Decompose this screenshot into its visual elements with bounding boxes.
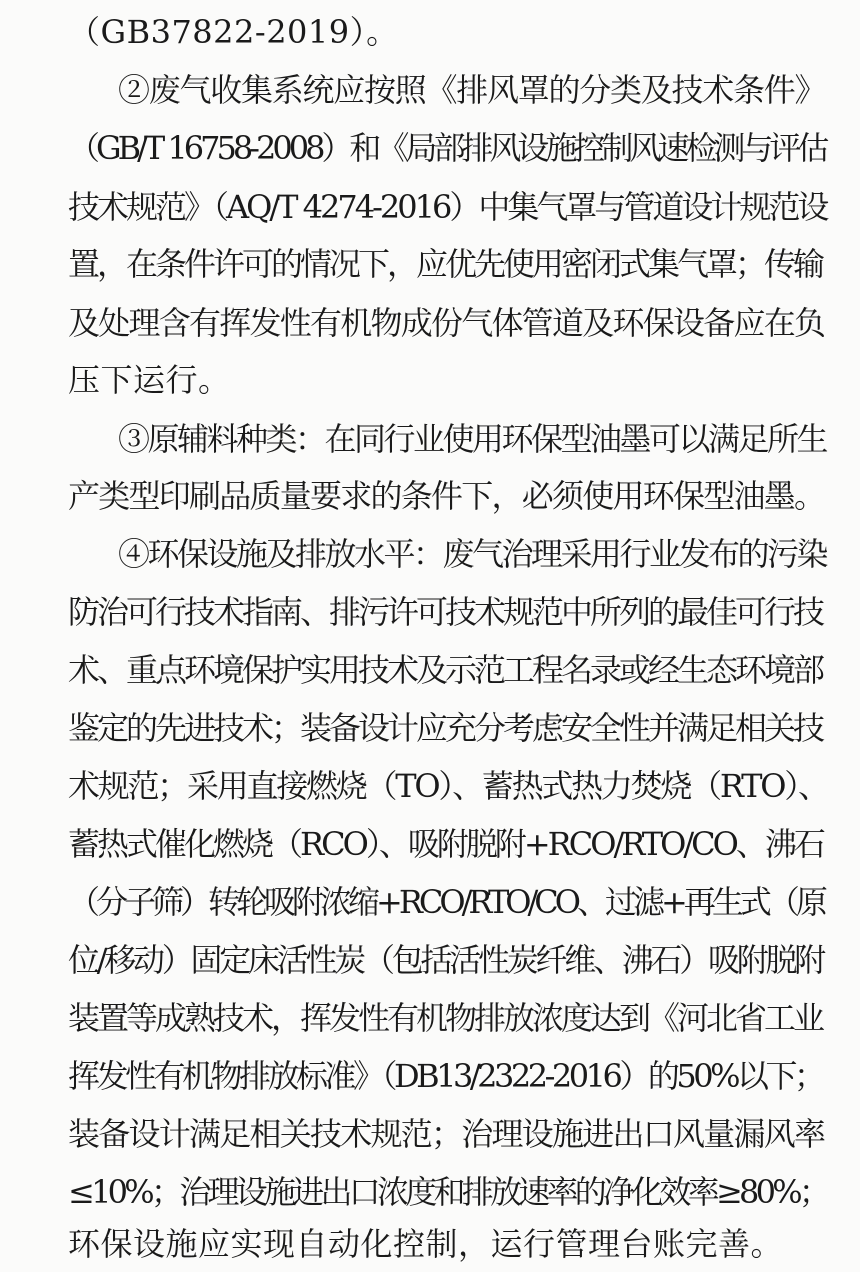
text-line-1: （GB37822-2019）。 <box>68 13 399 51</box>
paragraph-4-line-2: 防治可行技术指南、排污许可技术规范中所列的最佳可行技 <box>68 593 823 631</box>
paragraph-4-line-6: 蓄热式催化燃烧（RCO）、吸附脱附+RCO/RTO/CO、沸石 <box>68 825 823 863</box>
paragraph-3-line-2: 产类型印刷品质量要求的条件下，必须使用环保型油墨。 <box>68 477 825 515</box>
paragraph-3-line-1: ③原辅料种类：在同行业使用环保型油墨可以满足所生 <box>118 420 827 458</box>
paragraph-4-line-9: 装置等成熟技术，挥发性有机物排放浓度达到《河北省工业 <box>68 999 823 1037</box>
paragraph-2-line-2: （GB/T 16758-2008）和《局部排风设施控制风速检测与评估 <box>68 129 826 167</box>
paragraph-4-line-8: 位/移动）固定床活性炭（包括活性炭纤维、沸石）吸附脱附 <box>68 941 824 979</box>
paragraph-2-line-6: 压下运行。 <box>68 361 231 399</box>
paragraph-2-line-3: 技术规范》（AQ/T 4274-2016）中集气罩与管道设计规范设 <box>68 188 827 226</box>
paragraph-2-line-4: 置，在条件许可的情况下，应优先使用密闭式集气罩；传输 <box>68 245 823 283</box>
paragraph-2-line-1: ②废气收集系统应按照《排风罩的分类及技术条件》 <box>118 71 826 109</box>
paragraph-4-line-12: ≤10%；治理设施进出口浓度和排放速率的净化效率≥80%； <box>68 1173 828 1211</box>
paragraph-4-line-3: 术、重点环境保护实用技术及示范工程名录或经生态环境部 <box>68 651 823 689</box>
paragraph-4-line-13: 环保设施应实现自动化控制，运行管理台账完善。 <box>68 1225 784 1263</box>
paragraph-4-line-4: 鉴定的先进技术；装备设计应充分考虑安全性并满足相关技 <box>68 709 823 747</box>
paragraph-4-line-5: 术规范；采用直接燃烧（TO）、蓄热式热力焚烧（RTO）、 <box>68 767 828 805</box>
paragraph-4-line-10: 挥发性有机物排放标准》（DB13/2322-2016）的50%以下； <box>68 1057 823 1095</box>
paragraph-2-line-5: 及处理含有挥发性有机物成份气体管道及环保设备应在负 <box>68 304 825 342</box>
paragraph-4-line-1: ④环保设施及排放水平：废气治理采用行业发布的污染 <box>118 535 827 573</box>
paragraph-4-line-7: （分子筛）转轮吸附浓缩+RCO/RTO/CO、过滤+再生式（原 <box>68 883 824 921</box>
paragraph-4-line-11: 装备设计满足相关技术规范；治理设施进出口风量漏风率 <box>68 1115 825 1153</box>
